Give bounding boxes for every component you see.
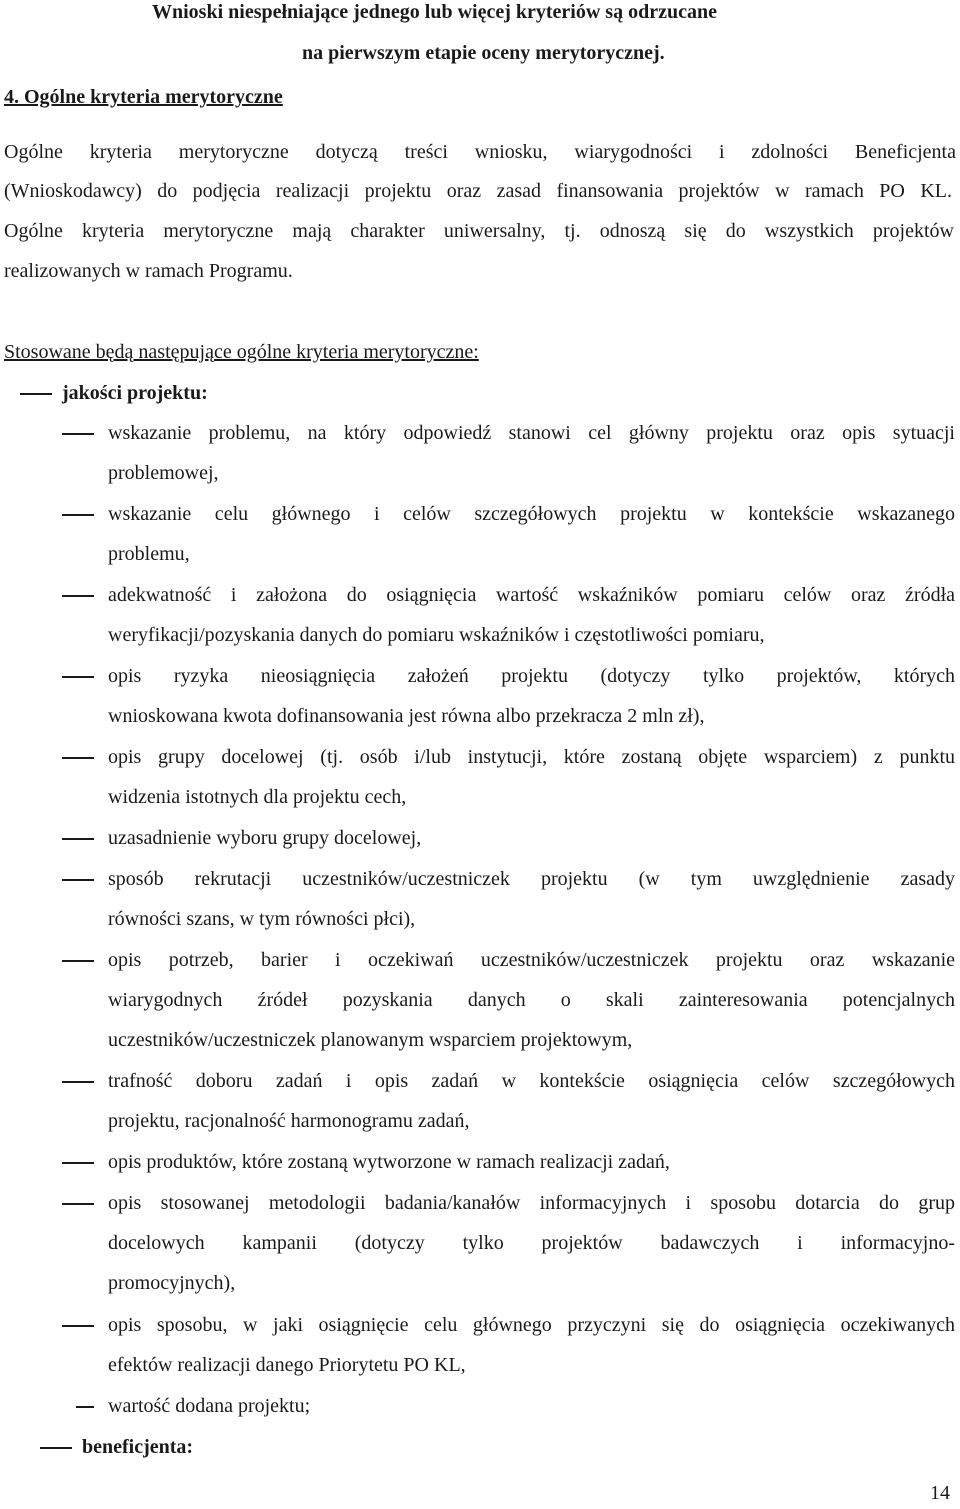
header-line-2: na pierwszym etapie oceny merytorycznej. [302,42,665,64]
quality-heading: jakości projektu: [62,382,208,404]
dash-marker [40,1447,72,1449]
dash-marker [62,1081,94,1083]
quality-line: trafność doboru zadań i opis zadań w kontekście osiągnięcia celów szczegółowych [108,1070,955,1092]
quality-line: uczestników/uczestniczek planowanym wsparciem projektowym, [108,1029,633,1051]
quality-line: opis sposobu, w jaki osiągnięcie celu głównego przyczyni się do osiągnięcia oczekiwanych [108,1314,955,1336]
page-number: 14 [930,1482,950,1504]
quality-line: efektów realizacji danego Priorytetu PO KL, [108,1354,466,1376]
quality-line: opis produktów, które zostaną wytworzone w ramach realizacji zadań, [108,1151,670,1173]
dash-marker [62,879,94,881]
dash-marker [62,676,94,678]
quality-line: problemowej, [108,462,219,484]
dash-marker [20,393,52,395]
quality-line: problemu, [108,543,190,565]
quality-line: wskazanie problemu, na który odpowiedź stanowi cel główny projektu oraz opis sytuacji [108,422,955,444]
dash-marker [76,1406,94,1408]
dash-marker [62,838,94,840]
quality-line: promocyjnych), [108,1272,236,1294]
quality-line: weryfikacji/pozyskania danych do pomiaru wskaźników i częstotliwości pomiaru, [108,624,765,646]
quality-line: wskazanie celu głównego i celów szczegółowych projektu w kontekście wskazanego [108,503,955,525]
intro-line-1: Ogólne kryteria merytoryczne dotyczą treści wniosku, wiarygodności i zdolności Beneficjenta [4,141,956,163]
quality-line: uzasadnienie wyboru grupy docelowej, [108,827,422,849]
dash-marker [62,757,94,759]
section-title: 4. Ogólne kryteria merytoryczne [4,86,283,108]
quality-line: opis ryzyka nieosiągnięcia założeń projektu (dotyczy tylko projektów, których [108,665,955,687]
quality-line: sposób rekrutacji uczestników/uczestniczek projektu (w tym uwzględnienie zasady [108,868,955,890]
quality-line: docelowych kampanii (dotyczy tylko projektów badawczych i informacyjno- [108,1232,955,1254]
quality-line: projektu, racjonalność harmonogramu zadań, [108,1110,470,1132]
quality-line: wnioskowana kwota dofinansowania jest równa albo przekracza 2 mln zł), [108,705,705,727]
intro-line-2: (Wnioskodawcy) do podjęcia realizacji projektu oraz zasad finansowania projektów w ramach PO KL. [4,180,952,202]
quality-line: opis potrzeb, barier i oczekiwań uczestników/uczestniczek projektu oraz wskazanie [108,949,955,971]
quality-line: opis stosowanej metodologii badania/kanałów informacyjnych i sposobu dotarcia do grup [108,1192,955,1214]
dash-marker [62,514,94,516]
criteria-intro: Stosowane będą następujące ogólne kryteria merytoryczne: [4,341,479,363]
intro-line-3: Ogólne kryteria merytoryczne mają charakter uniwersalny, tj. odnoszą się do wszystkich projektów [4,220,954,242]
quality-line: równości szans, w tym równości płci), [108,908,416,930]
quality-line: opis grupy docelowej (tj. osób i/lub instytucji, które zostaną objęte wsparciem) z punktu [108,746,955,768]
dash-marker [62,1325,94,1327]
dash-marker [62,1203,94,1205]
beneficiary-heading: beneficjenta: [82,1436,194,1458]
dash-marker [62,433,94,435]
dash-marker [62,595,94,597]
quality-line: wiarygodnych źródeł pozyskania danych o skali zainteresowania potencjalnych [108,989,955,1011]
dash-marker [62,1162,94,1164]
quality-line: widzenia istotnych dla projektu cech, [108,786,407,808]
quality-line: wartość dodana projektu; [108,1395,311,1417]
header-line-1: Wnioski niespełniające jednego lub więcej kryteriów są odrzucane [152,1,717,23]
quality-line: adekwatność i założona do osiągnięcia wartość wskaźników pomiaru celów oraz źródła [108,584,955,606]
dash-marker [62,960,94,962]
intro-line-4: realizowanych w ramach Programu. [4,260,293,282]
